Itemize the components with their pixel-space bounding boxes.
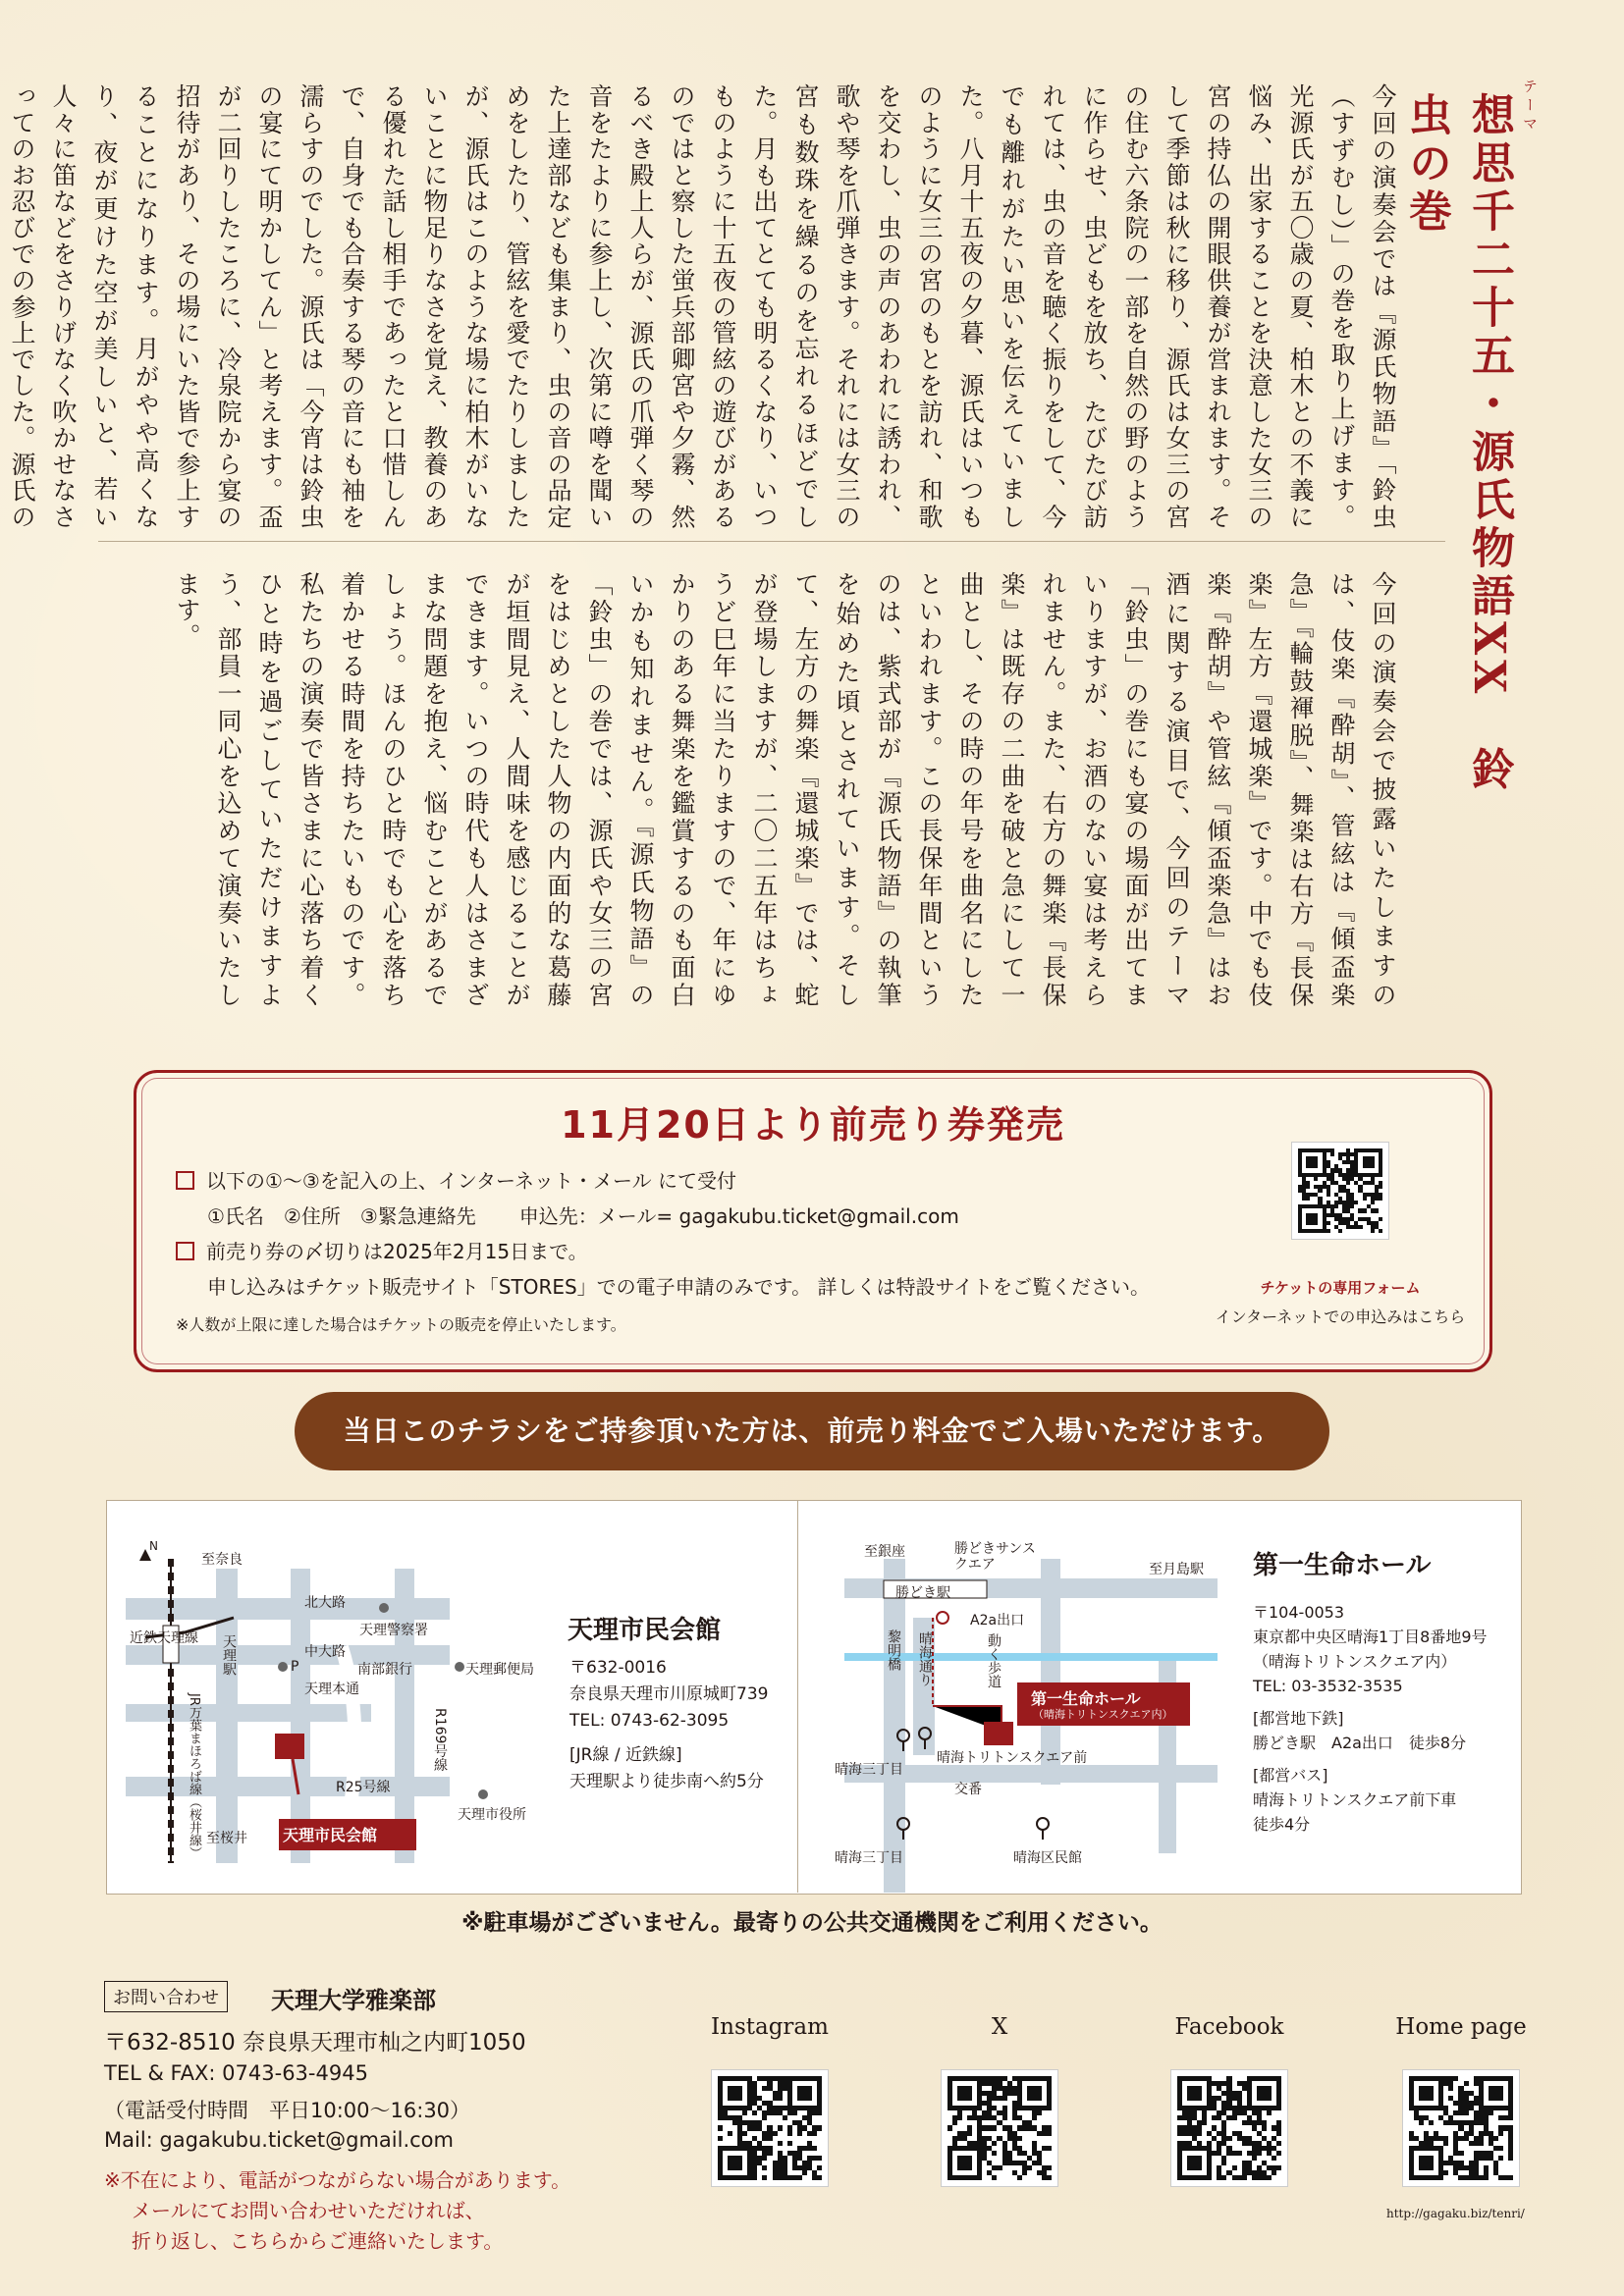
map-label: 黎明橋 (886, 1629, 901, 1671)
map-label: 勝どき駅 (895, 1585, 950, 1601)
map-label: 天理警察署 (359, 1623, 428, 1638)
title-block (1394, 79, 1541, 825)
venue-info-tenri (569, 1655, 768, 1795)
ticket-mail[interactable]: 申込先：メール= gagakubu.ticket@gmail.com (518, 1204, 959, 1228)
ticket-box (134, 1070, 1492, 1372)
qr-caption: インターネットでの申込みはこちら (1215, 1308, 1466, 1326)
bus-heading: [都営バス] (1253, 1766, 1328, 1785)
contact-mail[interactable]: Mail: gagakubu.ticket@gmail.com (104, 2128, 454, 2152)
map-label: 晴海三丁目 (835, 1762, 903, 1778)
contact-org: 天理大学雅楽部 (271, 1987, 436, 2014)
map-label: 天理駅 (221, 1634, 237, 1676)
north-indicator: N (149, 1539, 158, 1553)
contact-tag: お問い合わせ (104, 1981, 228, 2012)
address: 奈良県天理市川原城町739 (569, 1684, 769, 1704)
map-label: 天理市役所 (458, 1807, 526, 1823)
map-label: 天理本通 (304, 1682, 359, 1697)
postal-code: 〒632-0016 (569, 1658, 667, 1678)
map-venue-sub-label: （晴海トリトンスクエア内） (1033, 1708, 1173, 1721)
contact-note-2: メールにてお問い合わせいただければ、 (132, 2199, 485, 2222)
ticket-heading: 11月20日より前売り券発売 (561, 1103, 1065, 1147)
theme-label: テーマ (1521, 79, 1539, 134)
parking-note: ※駐車場がございません。最寄りの公共交通機関をご利用ください。 (461, 1910, 1163, 1936)
contact-note-1: ※不在により、電話がつながらない場合があります。 (104, 2168, 571, 2192)
address: 東京都中央区晴海1丁目8番地9号 (1253, 1628, 1488, 1646)
bus-access: 晴海トリトンスクエア前下車 (1253, 1790, 1457, 1809)
contact-hours: （電話受付時間 平日10:00～16:30） (104, 2099, 471, 2122)
social-label-facebook: Facebook (1174, 2014, 1284, 2040)
map-label: 至桜井 (206, 1831, 247, 1846)
map-label: 交番 (954, 1782, 982, 1797)
map-label: 至奈良 (201, 1552, 243, 1568)
bus-walk: 徒歩4分 (1253, 1815, 1311, 1834)
map-label: 至月島駅 (1149, 1562, 1204, 1577)
qr-caption-title: チケットの専用フォーム (1260, 1279, 1421, 1297)
contact-note (104, 2165, 570, 2257)
contact-note-3: 折り返し、こちらからご連絡いたします。 (132, 2229, 504, 2253)
page-title: 想思千二十五・源氏物語XX 鈴虫の巻 (1401, 92, 1514, 795)
ticket-deadline: 前売り券の〆切りは2025年2月15日まで。 (206, 1240, 588, 1263)
essay-top: 今回の演奏会では『源氏物語』「鈴虫（すずむし）」の巻を取り上げます。光源氏が五〇歳の夏、柏木との不義に悩み、出家することを決意した女三の宮の持仏の開眼供養が営まれます。そして季節は秋に移り、源氏は女三の宮の住む六条院の一部を自然の野のように作らせ、虫どもを放ち、たびたび訪れては、虫の音を聴く振りをして、今でも離れがたい思いを伝えていました。八月十五夜の夕暮、源氏はいつものように女三の宮のもとを訪れ、和歌を交わし、虫の声のあわれに誘われ、歌や琴を爪弾きます。それには女三の宮も数珠を繰るのを忘れるほどでした。月も出てとても明るくなり、いつものように十五夜の管絃の遊びがあるのではと察した蛍兵部卿宮や夕霧、然るべき殿上人らが、源氏の爪弾く琴の音をたよりに参上し、次第に噂を聞いた上達部なども集まり、虫の音の品定めをしたり、管絃を愛でたりしましたが、源氏はこのような場に柏木がいないことに物足りなさを覚え、教養のある優れた話し相手であったと口惜しんで、自身でも合奏する琴の音にも袖を濡らすのでした。源氏は「今宵は鈴虫の宴にて明かしてん」と考えます。盃が二回りしたころに、冷泉院から宴の招待があり、その場にいた皆で参上することになります。月がやや高くなり、夜が更けた空が美しいと、若い人々に笛などをさりげなく吹かせなさってのお忍びでの参上でした。源氏の (8, 83, 1397, 530)
ticket-line-2 (207, 1201, 959, 1229)
maps-divider (797, 1500, 798, 1893)
facebook-qr-code[interactable] (1170, 2069, 1288, 2187)
ticket-required-items: ①氏名 ②住所 ③緊急連絡先 (207, 1204, 476, 1228)
ticket-qr-code[interactable] (1291, 1142, 1389, 1240)
checkbox-icon (176, 1242, 194, 1260)
venue-name-tokyo: 第一生命ホール (1253, 1551, 1432, 1580)
map-label: 天理郵便局 (465, 1662, 534, 1678)
instagram-qr-code[interactable] (711, 2069, 829, 2187)
parking-marker: P (291, 1659, 299, 1675)
homepage-qr-code[interactable] (1402, 2069, 1520, 2187)
map-label: 南部銀行 (357, 1662, 412, 1678)
map-label: 近鉄天理線 (130, 1630, 198, 1646)
map-label: 至銀座 (864, 1544, 905, 1560)
map-label: R25号線 (336, 1780, 391, 1795)
phone: TEL: 03-3532-3535 (1253, 1677, 1403, 1695)
contact-address: 〒632-8510 奈良県天理市杣之内町1050 (104, 2030, 526, 2056)
map-label: 勝どきサンスクエア (954, 1541, 1036, 1573)
map-label: 北大路 (304, 1595, 346, 1611)
map-label: R169号線 (432, 1708, 448, 1772)
ticket-line-4: 申し込みはチケット販売サイト「STORES」での電子申請のみです。 詳しくは特設サイトをご覧ください。 (207, 1275, 1151, 1299)
map-label: 晴海通り (917, 1631, 933, 1686)
essay-divider (98, 541, 1445, 542)
map-label: JR万葉まほろば線（桜井線） (187, 1693, 201, 1859)
checkbox-icon (176, 1171, 194, 1190)
venue-info-tokyo (1253, 1600, 1488, 1837)
x-qr-code[interactable] (941, 2069, 1058, 2187)
map-label: 動く歩道 (986, 1633, 1001, 1688)
map-label: 晴海区民館 (1013, 1850, 1082, 1866)
map-label: 晴海トリトンスクエア前 (937, 1750, 1088, 1766)
ticket-line-3 (176, 1236, 588, 1264)
venue-name-tenri: 天理市民会館 (568, 1616, 722, 1645)
map-label: 中大路 (304, 1644, 346, 1660)
subway-heading: [都営地下鉄] (1253, 1709, 1344, 1728)
social-label-instagram: Instagram (711, 2014, 829, 2040)
map-venue-label: 第一生命ホール (1031, 1689, 1141, 1708)
phone: TEL: 0743-62-3095 (569, 1711, 730, 1731)
social-label-x: X (991, 2014, 1008, 2040)
discount-banner: 当日このチラシをご持参頂いた方は、前売り料金でご入場いただけます。 (295, 1392, 1329, 1470)
map-venue-label: 天理市民会館 (283, 1826, 378, 1844)
ticket-line-1-text: 以下の①～③を記入の上、インターネット・メール にて受付 (206, 1169, 737, 1193)
social-label-homepage: Home page (1395, 2014, 1527, 2040)
essay-bottom: 今回の演奏会で披露いたしますのは、伎楽『酔胡』、管絃は『傾盃楽急』『輪鼓褌脱』、舞楽は右方『長保楽』左方『還城楽』です。中でも伎楽『酔胡』や管絃『傾盃楽急』はお酒に関する演目で、今回のテーマ「鈴虫」の巻にも宴の場面が出てまいりますが、お酒のない宴は考えられません。また、右方の舞楽『長保楽』は既存の二曲を破と急にして一曲とし、その時の年号を曲名にしたといわれます。この長保年間というのは、紫式部が『源氏物語』の執筆を始めた頃とされています。そして、左方の舞楽『還城楽』では、蛇が登場しますが、二〇二五年はちょうど巳年に当たりますので、年にゆかりのある舞楽を鑑賞するのも面白いかも知れません。『源氏物語』の「鈴虫」の巻では、源氏や女三の宮をはじめとした人物の内面的な葛藤が垣間見え、人間味を感じることができます。いつの時代も人はさまざまな問題を抱え、悩むことがあるでしょう。ほんのひと時でも心を落ち着かせる時間を持ちたいものです。私たちの演奏で皆さまに心落ち着くひと時を過ごしていただけますよう、部員一同心を込めて演奏いたします。 (173, 571, 1397, 1008)
access-heading: [JR線 / 近鉄線] (569, 1745, 682, 1765)
contact-tel: TEL & FAX: 0743-63-4945 (104, 2061, 368, 2085)
map-label: A2a出口 (970, 1613, 1025, 1629)
ticket-note: ※人数が上限に達した場合はチケットの販売を停止いたします。 (176, 1315, 626, 1334)
map-label: 晴海三丁目 (835, 1850, 903, 1866)
postal-code: 〒104-0053 (1253, 1603, 1345, 1622)
site-url[interactable]: http://gagaku.biz/tenri/ (1386, 2207, 1525, 2220)
address-building: （晴海トリトンスクエア内） (1253, 1652, 1457, 1671)
subway-access: 勝どき駅 A2a出口 徒歩8分 (1253, 1734, 1467, 1752)
access: 天理駅より徒歩南へ約5分 (569, 1772, 764, 1791)
ticket-line-1 (176, 1165, 736, 1194)
